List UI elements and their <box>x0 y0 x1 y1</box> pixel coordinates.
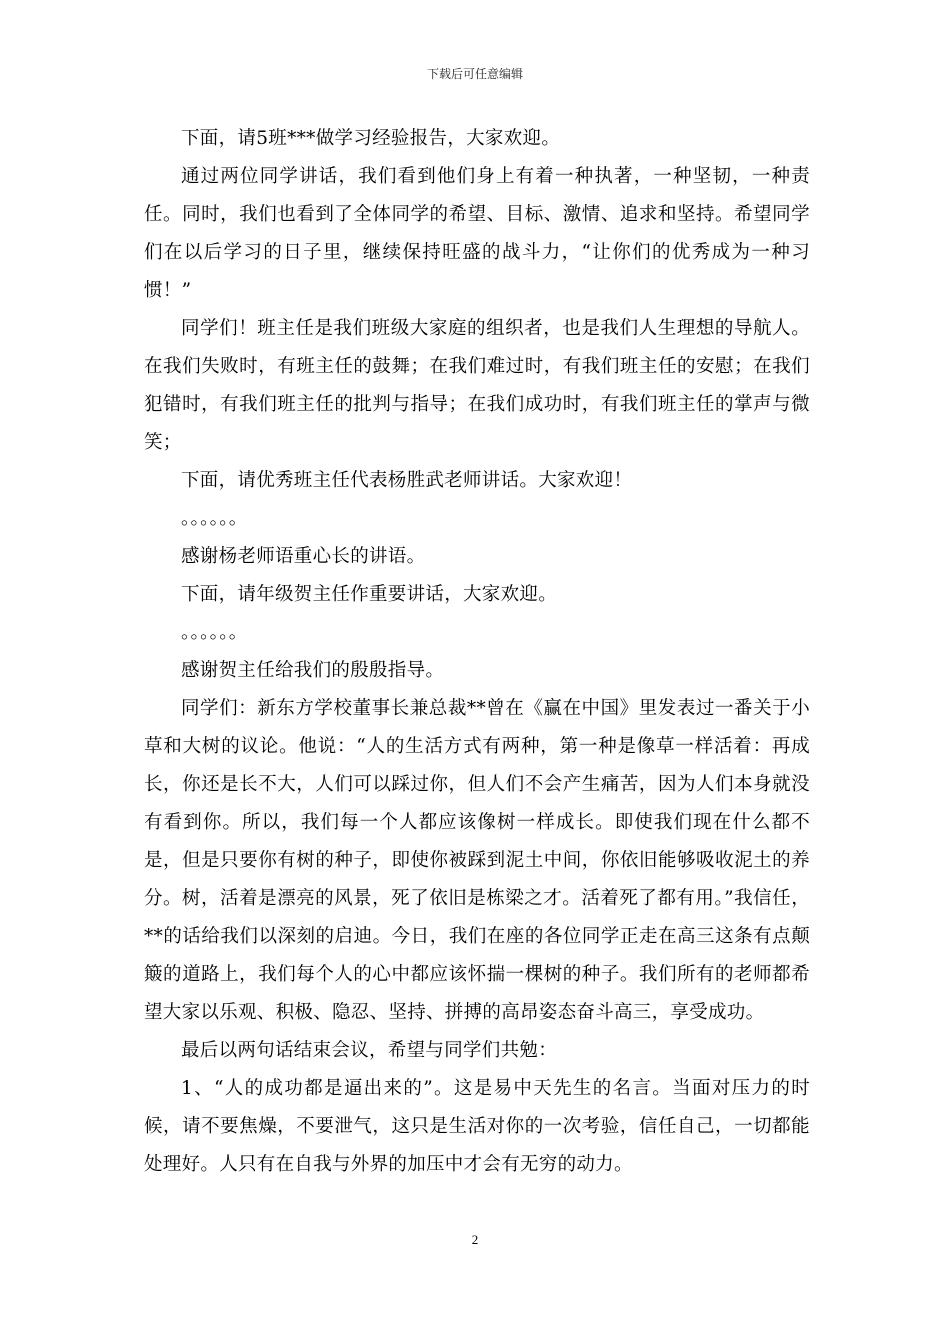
paragraph-students-speech-summary: 通过两位同学讲话，我们看到他们身上有着一种执著，一种坚韧，一种责任。同时，我们也看到了全体同学的希望、目标、激情、追求和坚持。希望同学们在以后学习的日子里，继续保持旺盛的战斗力，“让你们的优秀成为一种习惯！” <box>144 166 810 301</box>
paragraph-thanks-director: 感谢贺主任给我们的殷殷指导。 <box>181 660 445 681</box>
paragraph-ellipsis: 。。。。。。 <box>181 508 248 529</box>
paragraph-grass-and-tree: 同学们：新东方学校董事长兼总裁**曾在《赢在中国》里发表过一番关于小草和大树的议论。他说：“人的生活方式有两种，第一种是像草一样活着：再成长，你还是长不大，人们可以踩过你，但人们不会产生痛苦，因为人们本身就没有看到你。所以，我们每一个人都应该像树一样成长。即使我们现在什么都不是，但是只要你有树的种子，即使你被踩到泥土中间，你依旧能够吸收泥土的养分。树，活着是漂亮的风景，死了依旧是栋梁之才。活着死了都有用。”我信任，**的话给我们以深刻的启迪。今日，我们在座的各位同学正走在高三这条有点颠簸的道路上，我们每个人的心中都应该怀揣一棵树的种子。我们所有的老师都希望大家以乐观、积极、隐忍、坚持、拼搏的高昂姿态奋斗高三，享受成功。 <box>144 698 810 1023</box>
paragraph-report-intro: 下面，请5班***做学习经验报告，大家欢迎。 <box>181 128 561 149</box>
paragraph-thanks-teacher: 感谢杨老师语重心长的讲语。 <box>181 546 426 567</box>
paragraph-director-speech-intro: 下面，请年级贺主任作重要讲话，大家欢迎。 <box>181 584 558 605</box>
paragraph-ellipsis: 。。。。。。 <box>181 622 248 643</box>
paragraph-head-teacher-praise: 同学们！班主任是我们班级大家庭的组织者，也是我们人生理想的导航人。在我们失败时，有班主任的鼓舞；在我们难过时，有我们班主任的安慰；在我们犯错时，有我们班主任的批判与指导；在我们成功时，有我们班主任的掌声与微笑； <box>144 318 810 453</box>
paragraph-quote-one: 1、“人的成功都是逼出来的”。这是易中天先生的名言。当面对压力的时候，请不要焦燥，不要泄气，这只是生活对你的一次考验，信任自己，一切都能处理好。人只有在自我与外界的加压中才会有无穷的动力。 <box>144 1078 810 1175</box>
paragraph-teacher-speech-intro: 下面，请优秀班主任代表杨胜武老师讲话。大家欢迎！ <box>181 470 633 491</box>
page-header: 下载后可任意编辑 <box>426 67 523 81</box>
page-number: 2 <box>471 1232 479 1247</box>
document-body <box>144 120 810 1184</box>
paragraph-closing-intro: 最后以两句话结束会议，希望与同学们共勉： <box>181 1040 558 1061</box>
